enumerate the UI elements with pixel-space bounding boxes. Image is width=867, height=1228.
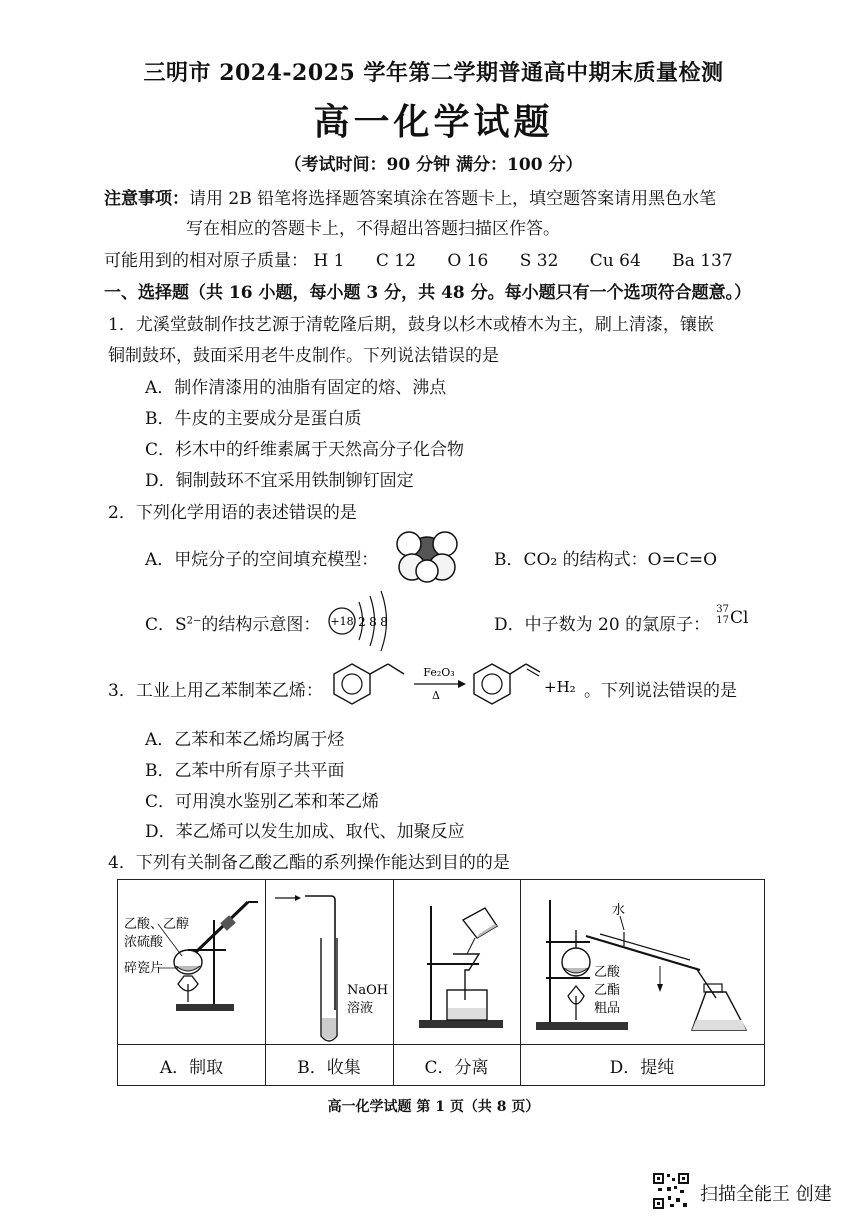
q2-option-a: A．甲烷分子的空间填充模型：	[145, 550, 379, 570]
apparatus-cell-b	[265, 880, 394, 1044]
atomic-masses-label: 可能用到的相对原子质量：	[104, 251, 308, 271]
label-ester: 乙酯	[594, 983, 621, 998]
apparatus-cell-a	[118, 880, 266, 1044]
exam-info: （考试时间：90 分钟 满分：100 分）	[284, 155, 583, 175]
atomic-masses	[104, 246, 733, 271]
apparatus-d-diagram	[520, 880, 764, 1044]
apparatus-c-diagram	[393, 880, 520, 1044]
q3-option-b: B．乙苯中所有原子共平面	[145, 761, 345, 781]
methane-model-image	[392, 527, 462, 583]
shell-count: 2	[358, 615, 366, 629]
notice-label: 注意事项：	[104, 189, 189, 209]
label-water: 水	[612, 903, 626, 918]
atomic-mass-item: O 16	[447, 251, 489, 271]
exam-header: 三明市 2024-2025 学年第二学期普通高中期末质量检测	[143, 60, 724, 86]
label-acetic: 乙酸	[594, 965, 621, 980]
isotope-mass-number: 37	[716, 604, 729, 615]
isotope-notation	[715, 604, 729, 626]
q1-stem-line1: 1．尤溪堂鼓制作技艺源于清乾隆后期，鼓身以杉木或椿木为主，刷上清漆，镶嵌	[108, 315, 714, 335]
page-footer: 高一化学试题 第 1 页（共 8 页）	[327, 1099, 540, 1115]
q2-stem: 2．下列化学用语的表述错误的是	[108, 503, 357, 523]
section-heading: 一、选择题（共 16 小题，每小题 3 分，共 48 分。每小题只有一个选项符合题意。）	[104, 283, 752, 303]
atomic-mass-item: S 32	[519, 251, 559, 271]
heat-symbol: Δ	[432, 689, 440, 702]
hydrogen-product: +H₂	[544, 678, 576, 696]
sulfide-ion-diagram	[326, 590, 394, 652]
label-naoh: NaOH	[347, 983, 389, 998]
catalyst-label: Fe₂O₃	[423, 666, 455, 679]
benzene-ring-reactant	[334, 664, 370, 704]
q2-option-c-pre: C．S	[145, 615, 187, 635]
q2-option-d-text: D．中子数为 20 的氯原子：	[494, 615, 711, 635]
notice-line1	[104, 184, 716, 209]
q2-option-d	[494, 610, 710, 635]
atomic-mass-item: C 12	[375, 251, 416, 271]
apparatus-cell-d	[520, 880, 764, 1044]
notice-text1: 请用 2B 铅笔将选择题答案填涂在答题卡上，填空题答案请用黑色水笔	[189, 189, 717, 209]
label-acetic-ethanol: 乙酸、乙醇	[124, 917, 190, 932]
caption-a: A．制取	[118, 1044, 266, 1086]
caption-b: B．收集	[265, 1044, 394, 1086]
q2-option-c-post: 的结构示意图：	[201, 615, 321, 635]
q2-option-b: B．CO₂ 的结构式：O=C=O	[494, 550, 718, 570]
q3-stem-post: 。下列说法错误的是	[584, 681, 737, 701]
q4-stem: 4．下列有关制备乙酸乙酯的系列操作能达到目的的是	[108, 853, 510, 873]
label-porcelain: 碎瓷片	[124, 961, 164, 976]
q1-option-b: B．牛皮的主要成分是蛋白质	[145, 409, 362, 429]
shell-count: 8	[380, 615, 388, 629]
q3-option-c: C．可用溴水鉴别乙苯和苯乙烯	[145, 792, 380, 812]
qr-code-icon	[652, 1172, 690, 1210]
nucleus-label: +18	[330, 615, 354, 628]
shell-count: 8	[369, 615, 377, 629]
benzene-ring-product	[474, 664, 510, 704]
label-sulfuric-acid: 浓硫酸	[124, 935, 164, 950]
apparatus-a-diagram	[118, 880, 265, 1044]
apparatus-cell-c	[393, 880, 521, 1044]
caption-c: C．分离	[393, 1044, 521, 1086]
q3-option-d: D．苯乙烯可以发生加成、取代、加聚反应	[145, 822, 465, 842]
reaction-equation-diagram	[326, 650, 596, 714]
atomic-mass-item: Ba 137	[672, 251, 733, 271]
notice-line2: 写在相应的答题卡上，不得超出答题扫描区作答。	[186, 219, 560, 239]
isotope-atomic-number: 17	[716, 615, 729, 626]
atomic-mass-item: Cu 64	[589, 251, 641, 271]
isotope-symbol: Cl	[730, 608, 749, 628]
atomic-mass-item: H 1	[313, 251, 345, 271]
q1-option-d: D．铜制鼓环不宜采用铁制铆钉固定	[145, 471, 414, 491]
q1-stem-line2: 铜制鼓环，鼓面采用老牛皮制作。下列说法错误的是	[108, 346, 499, 366]
q3-option-a: A．乙苯和苯乙烯均属于烃	[145, 730, 345, 750]
scanner-brand: 扫描全能王 创建	[700, 1184, 832, 1205]
label-solution: 溶液	[347, 1001, 374, 1016]
sulfide-charge: 2−	[186, 615, 202, 627]
apparatus-b-diagram	[265, 880, 393, 1044]
caption-d: D．提纯	[520, 1044, 764, 1086]
q4-apparatus-table	[117, 879, 765, 1086]
exam-title: 高一化学试题	[313, 101, 554, 143]
label-crude: 粗品	[594, 1001, 621, 1016]
q3-stem-pre: 3．工业上用乙苯制苯乙烯：	[108, 681, 323, 701]
q2-option-c	[145, 610, 320, 635]
q1-option-c: C．杉木中的纤维素属于天然高分子化合物	[145, 440, 465, 460]
q1-option-a: A．制作清漆用的油脂有固定的熔、沸点	[145, 378, 447, 398]
